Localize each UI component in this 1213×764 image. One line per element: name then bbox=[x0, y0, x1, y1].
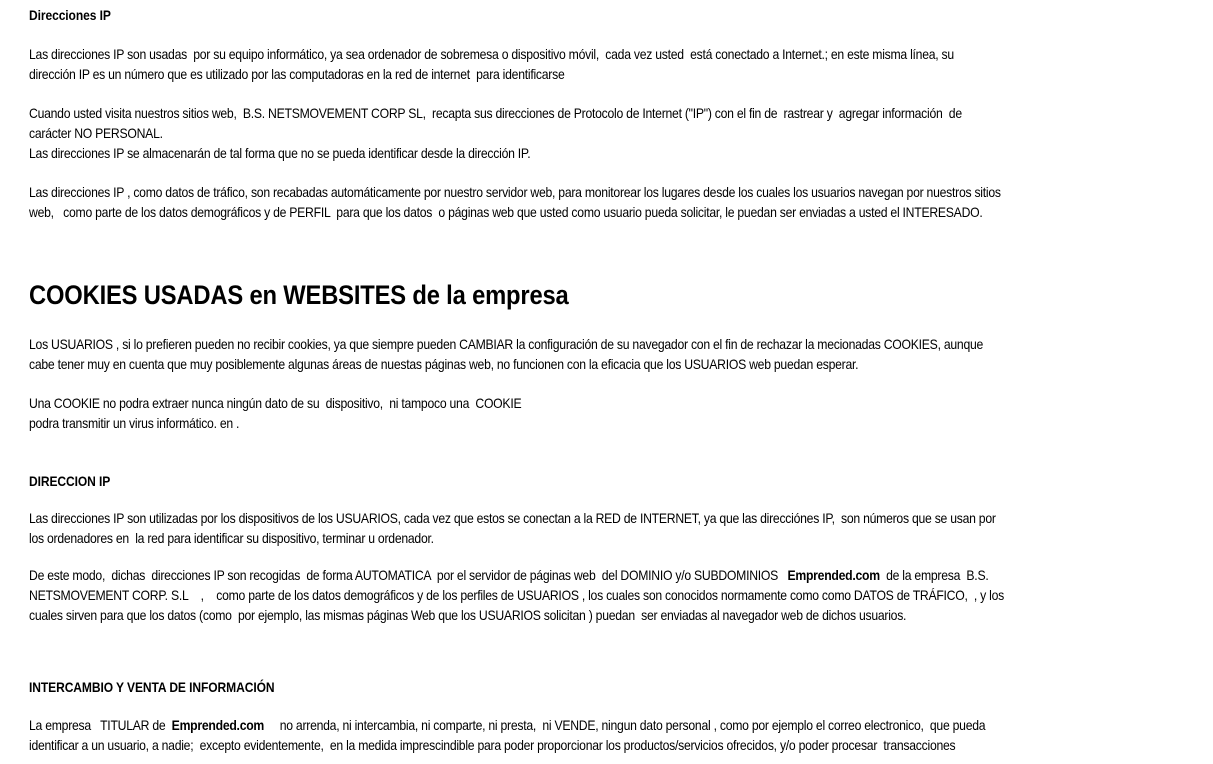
direccion-paragraph-2-line-3: cuales sirven para que los datos (como por ejemplo, las mismas páginas Web que los USUARIOS solicitan ) puedan ser enviadas al navegador web de dichos usuarios. bbox=[29, 607, 907, 623]
ip-paragraph-1-line-2: dirección IP es un número que es utilizado por las computadoras en la red de internet para identificarse bbox=[29, 66, 565, 82]
cookies-paragraph-2-line-2: podra transmitir un virus informático. en . bbox=[29, 415, 240, 431]
domain-name-emphasis-2: Emprended.com bbox=[171, 717, 265, 733]
ip-paragraph-2-line-3: Las direcciones IP se almacenarán de tal forma que no se pueda identificar desde la dirección IP. bbox=[29, 145, 531, 161]
direccion-paragraph-2-text-c: de la empresa B.S. bbox=[879, 567, 989, 583]
intercambio-paragraph-1-line-2: identificar a un usuario, a nadie; excepto evidentemente, en la medida imprescindible para poder proporcionar los productos/servicios ofrecidos, y/o poder procesar transacciones bbox=[29, 737, 956, 753]
intercambio-paragraph-1-line-1 bbox=[29, 715, 985, 735]
ip-section-heading: Direcciones IP bbox=[29, 7, 111, 23]
direccion-paragraph-1-line-1: Las direcciones IP son utilizadas por los dispositivos de los USUARIOS, cada vez que estos se conectan a la RED de INTERNET, ya que las direcciónes IP, son números que se usan por bbox=[29, 510, 996, 526]
cookies-paragraph-2-line-1: Una COOKIE no podra extraer nunca ningún dato de su dispositivo, ni tampoco una COOKIE bbox=[29, 395, 522, 411]
direccion-ip-heading: DIRECCION IP bbox=[29, 473, 111, 489]
cookies-paragraph-1-line-2: cabe tener muy en cuenta que muy posiblemente algunas áreas de nuestas páginas web, no funcionen con la eficacia que los USUARIOS web puedan esperar. bbox=[29, 356, 859, 372]
ip-paragraph-2-line-1: Cuando usted visita nuestros sitios web, B.S. NETSMOVEMENT CORP SL, recapta sus direcciones de Protocolo de Internet ("IP") con el fin de rastrear y agregar información de bbox=[29, 105, 962, 121]
domain-name-emphasis: Emprended.com bbox=[787, 567, 880, 583]
direccion-paragraph-2-line-2: NETSMOVEMENT CORP. S.L , como parte de los datos demográficos y de los perfiles de USUARIOS , los cuales son conocidos normamente como como DATOS de TRÁFICO, , y los bbox=[29, 587, 1004, 603]
intercambio-text-c: no arrenda, ni intercambia, ni comparte, ni presta, ni VENDE, ningun dato personal , como por ejemplo el correo electronico, que pueda bbox=[264, 717, 986, 733]
direccion-paragraph-2-text-a: De este modo, dichas direcciones IP son recogidas de forma AUTOMATICA por el servidor de páginas web del DOMINIO y/o SUBDOMINIOS bbox=[29, 567, 788, 583]
intercambio-text-a: La empresa TITULAR de bbox=[29, 717, 172, 733]
ip-paragraph-1-line-1: Las direcciones IP son usadas por su equipo informático, ya sea ordenador de sobremesa o dispositivo móvil, cada vez usted está conectado a Internet.; en este misma línea, su bbox=[29, 46, 954, 62]
ip-paragraph-2-line-2: carácter NO PERSONAL. bbox=[29, 125, 163, 141]
ip-paragraph-3-line-1: Las direcciones IP , como datos de tráfico, son recabadas automáticamente por nuestro servidor web, para monitorear los lugares desde los cuales los usuarios navegan por nuestros sitios bbox=[29, 184, 1001, 200]
direccion-paragraph-1-line-2: los ordenadores en la red para identificar su dispositivo, terminar u ordenador. bbox=[29, 530, 434, 546]
cookies-section-heading: COOKIES USADAS en WEBSITES de la empresa bbox=[29, 280, 569, 310]
intercambio-heading: INTERCAMBIO Y VENTA DE INFORMACIÓN bbox=[29, 679, 275, 695]
ip-paragraph-3-line-2: web, como parte de los datos demográficos y de PERFIL para que los datos o páginas web que usted como usuario pueda solicitar, le puedan ser enviadas a usted el INTERESADO. bbox=[29, 204, 983, 220]
cookies-paragraph-1-line-1: Los USUARIOS , si lo prefieren pueden no recibir cookies, ya que siempre pueden CAMBIAR la configuración de su navegador con el fin de rechazar la mecionadas COOKIES, aunque bbox=[29, 336, 984, 352]
direccion-paragraph-2-line-1 bbox=[29, 565, 988, 585]
